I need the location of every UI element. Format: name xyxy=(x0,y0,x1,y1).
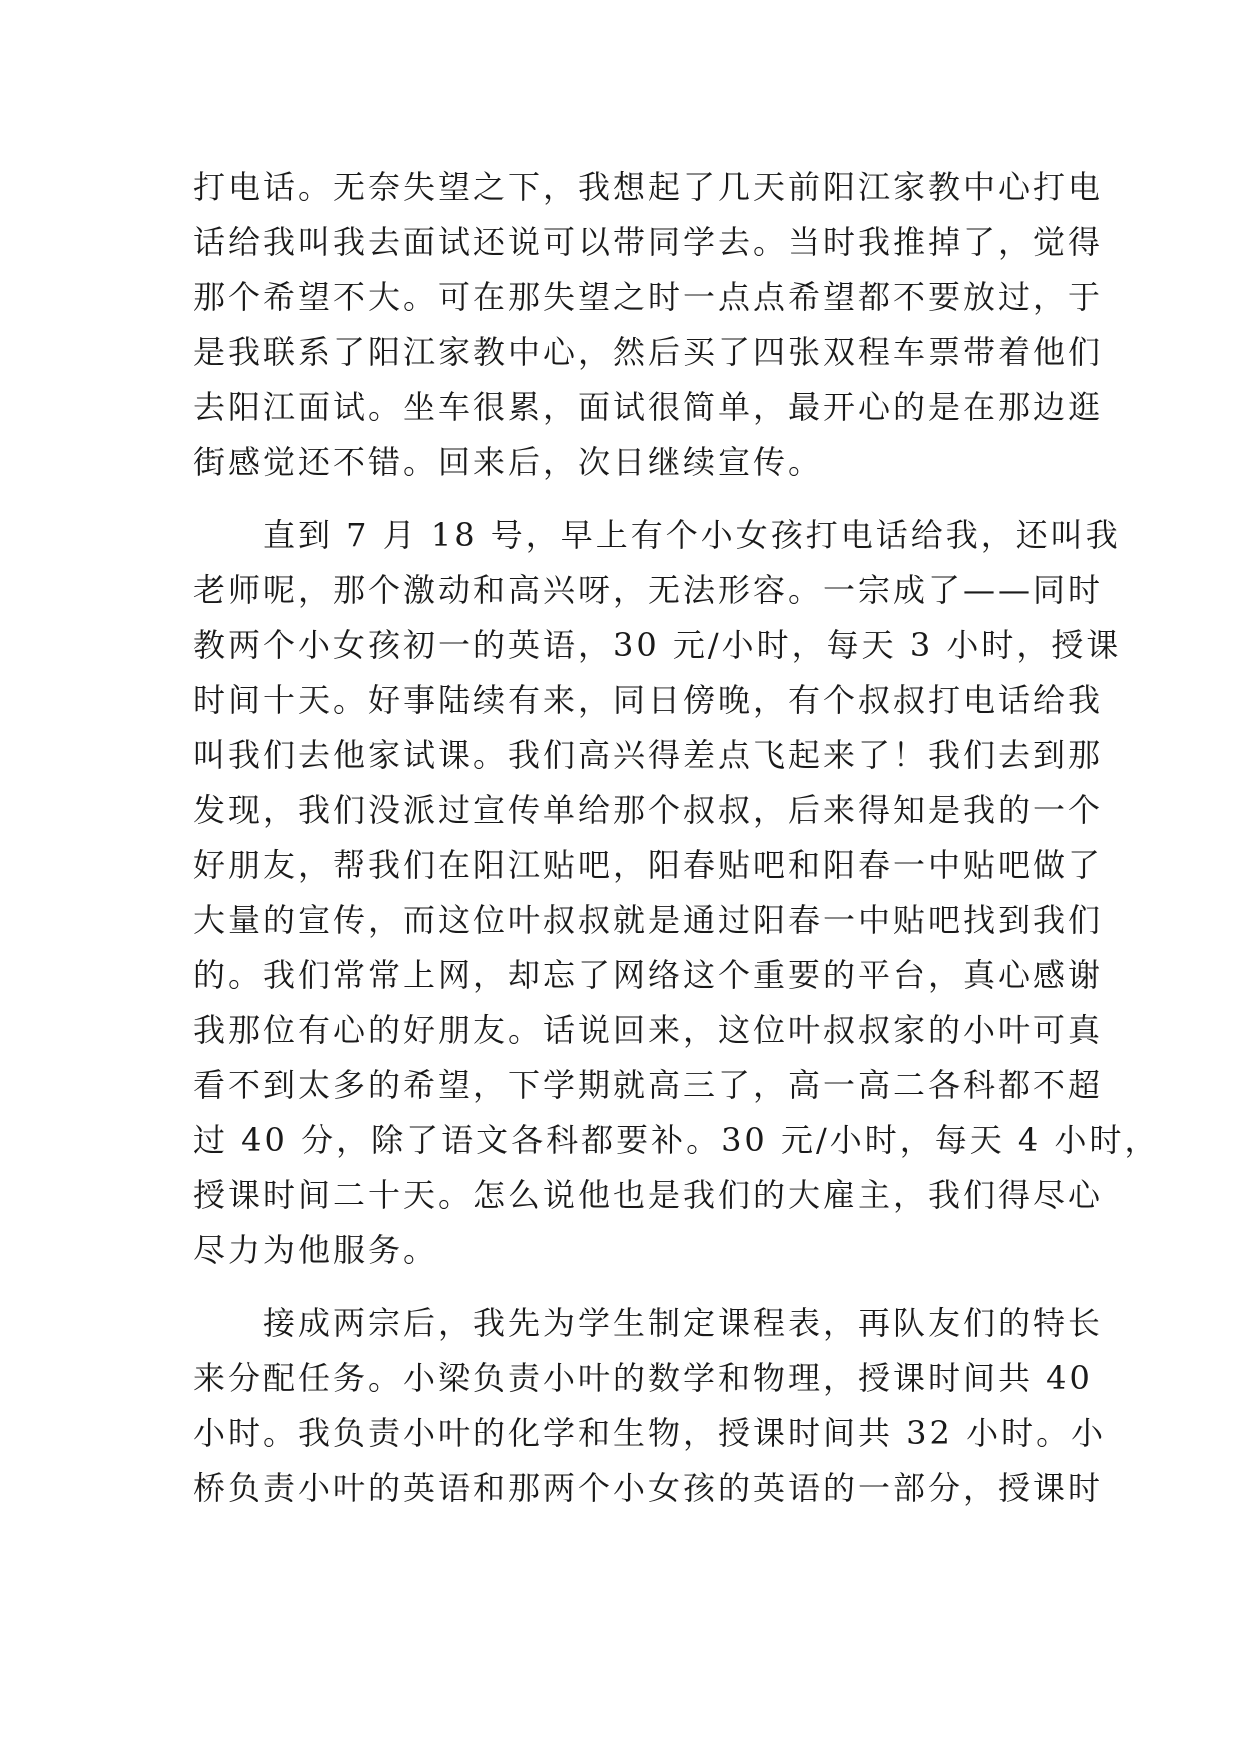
text-line: 桥负责小叶的英语和那两个小女孩的英语的一部分，授课时 xyxy=(193,1469,1104,1507)
text-line: 接成两宗后，我先为学生制定课程表，再队友们的特长 xyxy=(193,1304,1104,1342)
text-line: 街感觉还不错。回来后，次日继续宣传。 xyxy=(193,443,824,481)
body-text xyxy=(193,160,1160,1516)
paragraph-1 xyxy=(193,160,1104,490)
text-line: 授课时间二十天。怎么说他也是我们的大雇主，我们得尽心 xyxy=(193,1176,1104,1214)
text-line: 时间十天。好事陆续有来，同日傍晚，有个叔叔打电话给我 xyxy=(193,681,1104,719)
paragraph-2 xyxy=(193,508,1160,1278)
text-line: 打电话。无奈失望之下，我想起了几天前阳江家教中心打电 xyxy=(193,168,1104,206)
text-line: 那个希望不大。可在那失望之时一点点希望都不要放过，于 xyxy=(193,278,1104,316)
text-line: 看不到太多的希望，下学期就高三了，高一高二各科都不超 xyxy=(193,1066,1104,1104)
paragraph-gap xyxy=(193,490,1063,508)
text-line: 话给我叫我去面试还说可以带同学去。当时我推掉了，觉得 xyxy=(193,223,1104,261)
text-line: 老师呢，那个激动和高兴呀，无法形容。一宗成了——同时 xyxy=(193,571,1104,609)
text-line: 过 40 分，除了语文各科都要补。30 元/小时，每天 4 小时， xyxy=(193,1121,1160,1159)
text-line: 大量的宣传，而这位叶叔叔就是通过阳春一中贴吧找到我们 xyxy=(193,901,1104,939)
text-line: 我那位有心的好朋友。话说回来，这位叶叔叔家的小叶可真 xyxy=(193,1011,1104,1049)
text-line: 去阳江面试。坐车很累，面试很简单，最开心的是在那边逛 xyxy=(193,388,1104,426)
paragraph-3 xyxy=(193,1296,1107,1516)
paragraph-gap xyxy=(193,1278,1063,1296)
text-line: 直到 7 月 18 号，早上有个小女孩打电话给我，还叫我 xyxy=(193,516,1121,554)
text-line: 是我联系了阳江家教中心，然后买了四张双程车票带着他们 xyxy=(193,333,1104,371)
text-line: 叫我们去他家试课。我们高兴得差点飞起来了！我们去到那 xyxy=(193,736,1104,774)
text-line: 尽力为他服务。 xyxy=(193,1231,439,1269)
text-line: 教两个小女孩初一的英语，30 元/小时，每天 3 小时，授课 xyxy=(193,626,1122,664)
text-line: 来分配任务。小梁负责小叶的数学和物理，授课时间共 40 xyxy=(193,1359,1093,1397)
text-line: 小时。我负责小叶的化学和生物，授课时间共 32 小时。小 xyxy=(193,1414,1107,1452)
text-line: 好朋友，帮我们在阳江贴吧，阳春贴吧和阳春一中贴吧做了 xyxy=(193,846,1104,884)
text-line: 的。我们常常上网，却忘了网络这个重要的平台，真心感谢 xyxy=(193,956,1104,994)
text-line: 发现，我们没派过宣传单给那个叔叔，后来得知是我的一个 xyxy=(193,791,1104,829)
